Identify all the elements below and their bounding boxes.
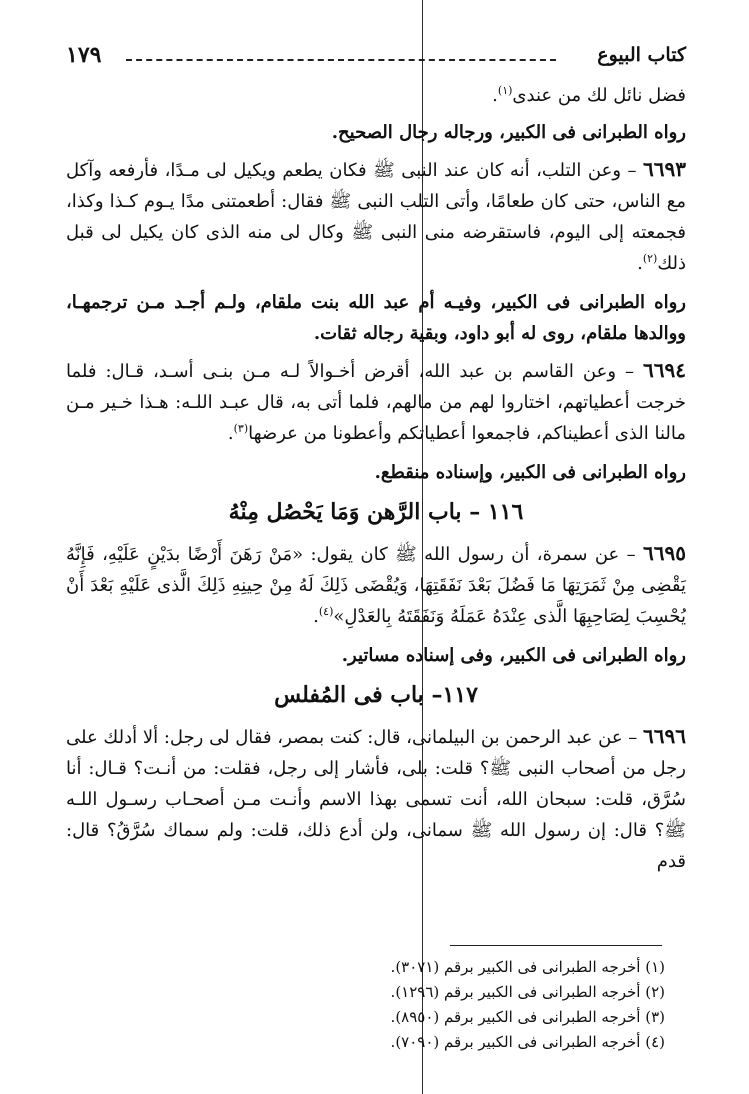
sentence-end: . (492, 85, 498, 106)
paragraph-continued (66, 80, 686, 111)
hadith-text: – عن سمرة، أن رسول الله ﷺ كان يقول: «مَنْ رَهَنَ أَرْضًا بدَيْنٍ عَلَيْهِ، فَإِنَّهُ يَقْضِى مِنْ ثَمَرَتِهَا مَا فَضُلَ بَعْدَ نَفَقَتِهَا، وَيُقْضَى ذَلِكَ لَهُ مِنْ حِينِهِ ذَلِكَ الَّذى عَلَيْهِ بَعْدَ أَنْ يُحْسِبَ لِصَاحِبِهَا الَّذى عِنْدَهُ عَمَلَهُ وَنَفَقَتَهُ بِالعَدْلِ» (66, 544, 686, 627)
footnote-item: (٣) أخرجه الطبرانى فى الكبير برقم (٨٩٥٠). (390, 1008, 665, 1026)
source-text: رواه الطبرانى فى الكبير، وفى إسناده مساتير. (341, 645, 686, 666)
hadith-text: – عن عبد الرحمن بن البيلمانى، قال: كنت بمصر، فقال لى رجل: ألا أدلك على رجل من أصحاب النبى ﷺ؟ قلت: بلى، فأشار إلى رجل، فقلت: من أنـت؟ قـال: أنا سُرَّق، قلت: سبحان الله، أنت تسمى بهذا الاسم وأنـت مـن أصحـاب رسـول اللـه ﷺ؟ قال: إن رسول الله ﷺ سمانى، ولن أدع ذلك، قلت: ولم سماك سُرَّقُ؟ قال: قدم (66, 727, 686, 872)
hadith-number: ٦٦٩٤ (643, 358, 686, 382)
chapter-heading-117: ١١٧– باب فى المُفلس (274, 682, 478, 708)
chapter-heading-116: ١١٦ – باب الرَّهن وَمَا يَحْصُل مِنْهُ (228, 499, 524, 525)
footnote-item: (٤) أخرجه الطبرانى فى الكبير برقم (٧٠٩٠). (390, 1033, 665, 1051)
sentence-end: . (227, 423, 234, 444)
footnote-ref: (١) (497, 84, 513, 97)
sentence-end: . (313, 606, 319, 627)
source-text: رواه الطبرانى فى الكبير، ورجاله رجال الصحيح. (331, 122, 686, 143)
sentence-end: . (637, 253, 643, 274)
footnote-separator (450, 945, 662, 946)
hadith-6694 (66, 355, 686, 449)
footnote-ref: (٢) (642, 252, 658, 265)
source-note (66, 117, 686, 148)
source-note (66, 640, 686, 671)
book-title: كتاب البيوع (597, 44, 686, 66)
footnote-ref: (٤) (318, 605, 334, 618)
page-body (66, 80, 686, 885)
paragraph-text: فضل نائل لك من عندى (512, 85, 686, 106)
header-dashed-rule (126, 59, 556, 61)
hadith-text: – وعن التلب، أنه كان عند النبى ﷺ فكان يطعم ويكيل لى مـدًا، فأرفعه وآكل مع الناس، حتى كان طعامًا، وأتى التلب النبى ﷺ فقال: أطعمتنى مدًا يـوم كـذا وكذا، فجمعته إلى اليوم، فاستقرضه منى النبى ﷺ وكال لى منه الذى كان يكيل لى قبل ذلك (66, 160, 686, 274)
hadith-number: ٦٦٩٣ (643, 157, 686, 181)
running-header (66, 42, 686, 76)
footnote-item: (١) أخرجه الطبرانى فى الكبير برقم (٣٠٧١). (390, 958, 665, 976)
hadith-number: ٦٦٩٦ (643, 724, 686, 748)
source-text: رواه الطبرانى فى الكبير، وإسناده منقطع. (374, 462, 686, 483)
hadith-number: ٦٦٩٥ (643, 541, 686, 565)
hadith-6693 (66, 154, 686, 279)
source-text: رواه الطبرانى فى الكبير، وفيـه أم عبد الله بنت ملقام، ولـم أجـد مـن ترجمهـا، ووالدها ملقام، روى له أبو داود، وبقية رجاله ثقات. (66, 292, 686, 344)
source-note (66, 287, 686, 349)
hadith-text: – وعن القاسم بن عبد الله، أقرض أخـوالاً لـه مـن بنـى أسـد، قـال: فلما خرجت أعطياتهم، اختاروا لهم من مالهم، فلما أتى به، قال عبـد اللـه: هـذا خـير مـن مالنا الذى أعطيناكم، فاجمعوا أعطياتكم وأعطونا من عرضها (66, 361, 686, 444)
footnote-item: (٢) أخرجه الطبرانى فى الكبير برقم (١٢٩٦). (390, 983, 665, 1001)
source-note (66, 457, 686, 488)
hadith-6695 (66, 538, 686, 632)
footnote-ref: (٣) (233, 422, 249, 435)
page-number: ١٧٩ (66, 42, 102, 68)
hadith-6696 (66, 721, 686, 877)
footnotes (391, 955, 665, 1055)
